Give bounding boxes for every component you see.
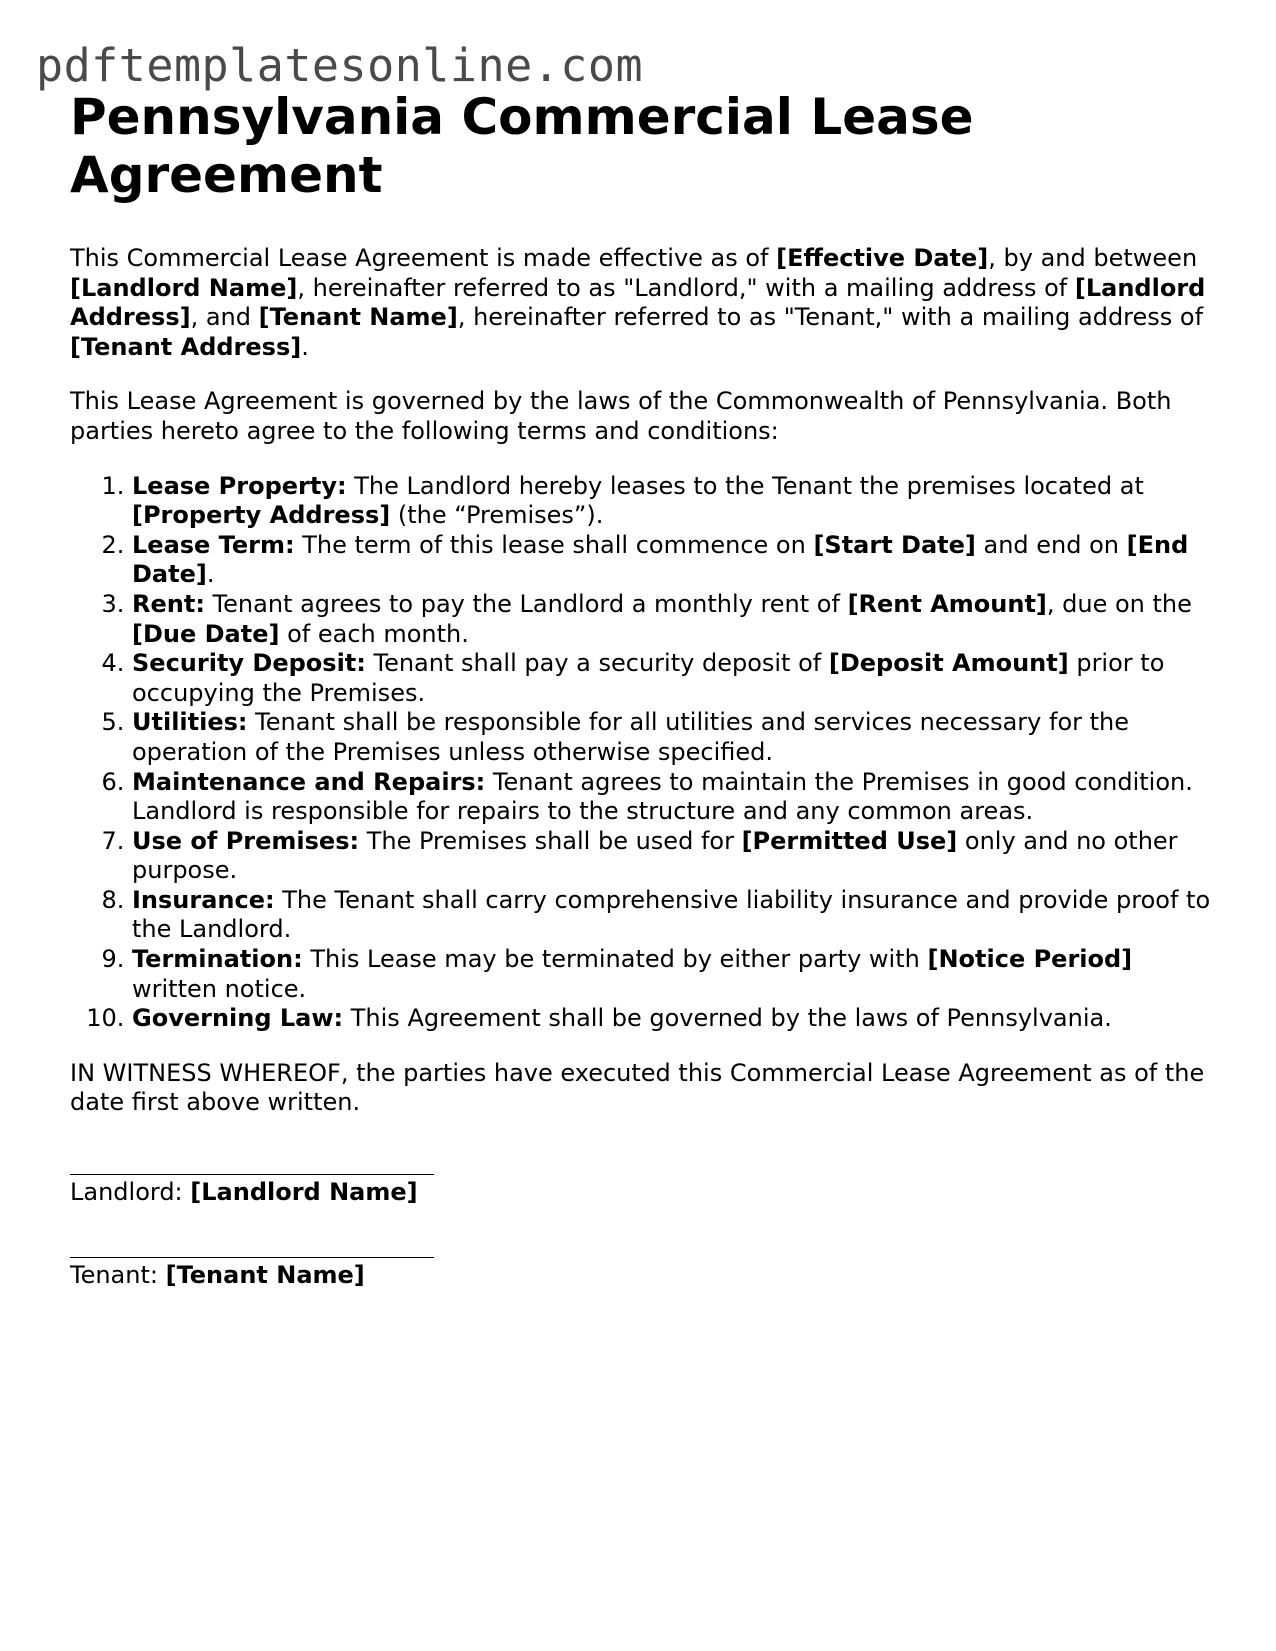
term-field: [Deposit Amount] xyxy=(828,649,1069,678)
effective-date-field: [Effective Date] xyxy=(776,244,989,272)
intro-text: . xyxy=(301,332,309,361)
term-title: Termination: xyxy=(132,945,303,974)
term-text: , due on the xyxy=(1046,589,1192,618)
term-field: [Property Address] xyxy=(132,501,391,530)
term-field: [Permitted Use] xyxy=(741,826,958,855)
intro-text: , by and between xyxy=(988,244,1198,272)
term-title: Lease Term: xyxy=(132,530,295,559)
term-field: [Due Date] xyxy=(132,619,280,648)
term-item xyxy=(132,590,1220,649)
term-text: The term of this lease shall commence on xyxy=(294,530,814,559)
term-title: Maintenance and Repairs: xyxy=(132,767,486,796)
intro-paragraph xyxy=(70,244,1220,362)
term-field: [End Date] xyxy=(132,530,1189,589)
term-text: This Agreement shall be governed by the laws of Pennsylvania. xyxy=(343,1004,1112,1033)
term-text: Tenant agrees to maintain the Premises in good condition. Landlord is responsible for repairs to the structure and any common areas. xyxy=(132,767,1193,826)
term-text: of each month. xyxy=(279,619,469,648)
tenant-signature-line[interactable] xyxy=(70,1231,434,1258)
terms-list xyxy=(70,472,1220,1034)
tenant-address-field: [Tenant Address] xyxy=(70,332,302,361)
intro-text: This Commercial Lease Agreement is made effective as of xyxy=(70,244,777,272)
term-item xyxy=(132,649,1220,708)
tenant-signature-block xyxy=(70,1231,1220,1290)
term-field: [Start Date] xyxy=(813,530,976,559)
term-text: written notice. xyxy=(132,974,307,1003)
term-item xyxy=(132,472,1220,531)
term-title: Governing Law: xyxy=(132,1004,344,1033)
term-item xyxy=(132,768,1220,827)
landlord-name-field: [Landlord Name] xyxy=(190,1178,418,1207)
term-item xyxy=(132,886,1220,945)
term-title: Utilities: xyxy=(132,708,248,737)
term-text: The Landlord hereby leases to the Tenant the premises located at xyxy=(346,471,1144,500)
term-text: only and no other purpose. xyxy=(132,826,1178,885)
document-body xyxy=(70,88,1220,1290)
term-text: and end on xyxy=(975,530,1127,559)
term-item xyxy=(132,1004,1220,1034)
term-item xyxy=(132,708,1220,767)
term-item xyxy=(132,945,1220,1004)
landlord-name-field: [Landlord Name] xyxy=(70,273,298,302)
term-text: The Tenant shall carry comprehensive liability insurance and provide proof to the Landlord. xyxy=(132,885,1211,944)
term-text: Tenant shall pay a security deposit of xyxy=(365,649,829,678)
term-title: Security Deposit: xyxy=(132,649,366,678)
watermark: pdftemplatesonline.com xyxy=(36,39,644,92)
term-item xyxy=(132,531,1220,590)
term-text: prior to occupying the Premises. xyxy=(132,649,1165,707)
tenant-label: Tenant: xyxy=(70,1261,166,1290)
document-title: Pennsylvania Commercial Lease Agreement xyxy=(70,88,974,204)
intro-text: , hereinafter referred to as "Tenant," with a mailing address of xyxy=(457,303,1204,332)
landlord-address-field: [Landlord Address] xyxy=(70,273,1206,332)
term-title: Rent: xyxy=(132,589,205,618)
intro-text: , hereinafter referred to as "Landlord," with a mailing address of xyxy=(297,273,1075,302)
tenant-name-field: [Tenant Name] xyxy=(258,303,458,332)
term-field: [Notice Period] xyxy=(927,945,1133,974)
term-title: Lease Property: xyxy=(132,471,347,500)
tenant-signature-label xyxy=(70,1260,1220,1290)
term-title: Use of Premises: xyxy=(132,826,360,855)
term-item xyxy=(132,827,1220,886)
term-text: (the “Premises”). xyxy=(390,501,604,530)
governing-statement: This Lease Agreement is governed by the laws of the Commonwealth of Pennsylvania. Both parties hereto agree to the following terms and conditions: xyxy=(70,387,1172,445)
term-text: The Premises shall be used for xyxy=(359,826,742,855)
intro-text: , and xyxy=(190,303,259,332)
term-text: This Lease may be terminated by either party with xyxy=(302,945,928,974)
tenant-name-field: [Tenant Name] xyxy=(165,1261,365,1290)
term-text: Tenant agrees to pay the Landlord a monthly rent of xyxy=(204,589,848,618)
term-text: Tenant shall be responsible for all utilities and services necessary for the operation of the Premises unless otherwise specified. xyxy=(132,708,1130,766)
landlord-label: Landlord: xyxy=(70,1178,191,1207)
landlord-signature-label xyxy=(70,1177,1220,1207)
term-title: Insurance: xyxy=(132,885,275,914)
term-text: . xyxy=(206,560,215,589)
landlord-signature-line[interactable] xyxy=(70,1148,434,1175)
term-field: [Rent Amount] xyxy=(847,589,1047,618)
witness-statement: IN WITNESS WHEREOF, the parties have executed this Commercial Lease Agreement as of the date first above written. xyxy=(70,1058,1205,1117)
landlord-signature-block xyxy=(70,1148,1220,1207)
